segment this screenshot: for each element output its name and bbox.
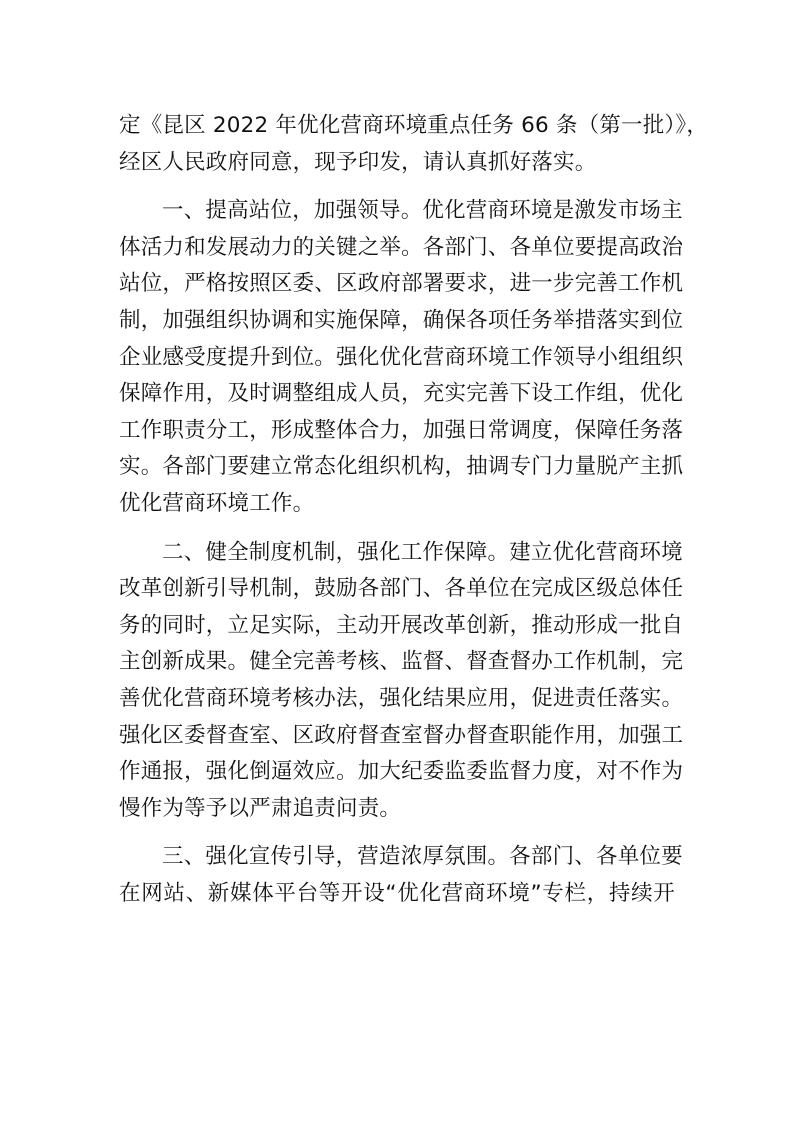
text-line: 作通报，强化倒逼效应。加大纪委监委监督力度，对不作为 — [119, 759, 684, 785]
paragraph-section-2 — [119, 535, 684, 828]
text-line: 实。各部门要建立常态化组织机构，抽调专门力量脱产主抓 — [119, 454, 684, 480]
paragraph-section-1 — [119, 193, 684, 522]
text-line: 保障作用，及时调整组成人员，充实完善下设工作组，优化 — [119, 381, 684, 407]
text-line: 善优化营商环境考核办法，强化结果应用，促进责任落实。 — [119, 685, 684, 711]
text-line: 三、强化宣传引导，营造浓厚氛围。各部门、各单位要 — [162, 844, 683, 870]
text-line: 慢作为等予以严肃追责问责。 — [119, 795, 402, 821]
text-line: 站位，严格按照区委、区政府部署要求，进一步完善工作机 — [119, 271, 684, 297]
text-line: 体活力和发展动力的关键之举。各部门、各单位要提高政治 — [119, 234, 684, 260]
document-body — [119, 108, 709, 924]
text-line: 强化区委督查室、区政府督查室督办督查职能作用，加强工 — [119, 722, 684, 748]
text-line: 制，加强组织协调和实施保障，确保各项任务举措落实到位 — [119, 307, 684, 333]
paragraph-intro — [119, 108, 709, 181]
text-line: 经区人民政府同意，现予印发，请认真抓好落实。 — [119, 149, 597, 175]
text-line: 企业感受度提升到位。强化优化营商环境工作领导小组组织 — [119, 344, 684, 370]
text-line: 定《昆区 2022 年优化营商环境重点任务 66 条（第一批）》， — [119, 113, 709, 138]
text-line: 主创新成果。健全完善考核、监督、督查督办工作机制，完 — [119, 649, 684, 675]
text-line: 在网站、新媒体平台等开设“优化营商环境”专栏，持续开 — [119, 880, 675, 906]
text-line: 优化营商环境工作。 — [119, 490, 315, 516]
text-line: 二、健全制度机制，强化工作保障。建立优化营商环境 — [162, 539, 683, 565]
text-line: 一、提高站位，加强领导。优化营商环境是激发市场主 — [162, 198, 683, 224]
text-line: 改革创新引导机制，鼓励各部门、各单位在完成区级总体任 — [119, 576, 684, 602]
text-line: 工作职责分工，形成整体合力，加强日常调度，保障任务落 — [119, 417, 684, 443]
text-line: 务的同时，立足实际，主动开展改革创新，推动形成一批自 — [119, 612, 684, 638]
paragraph-section-3 — [119, 839, 683, 912]
